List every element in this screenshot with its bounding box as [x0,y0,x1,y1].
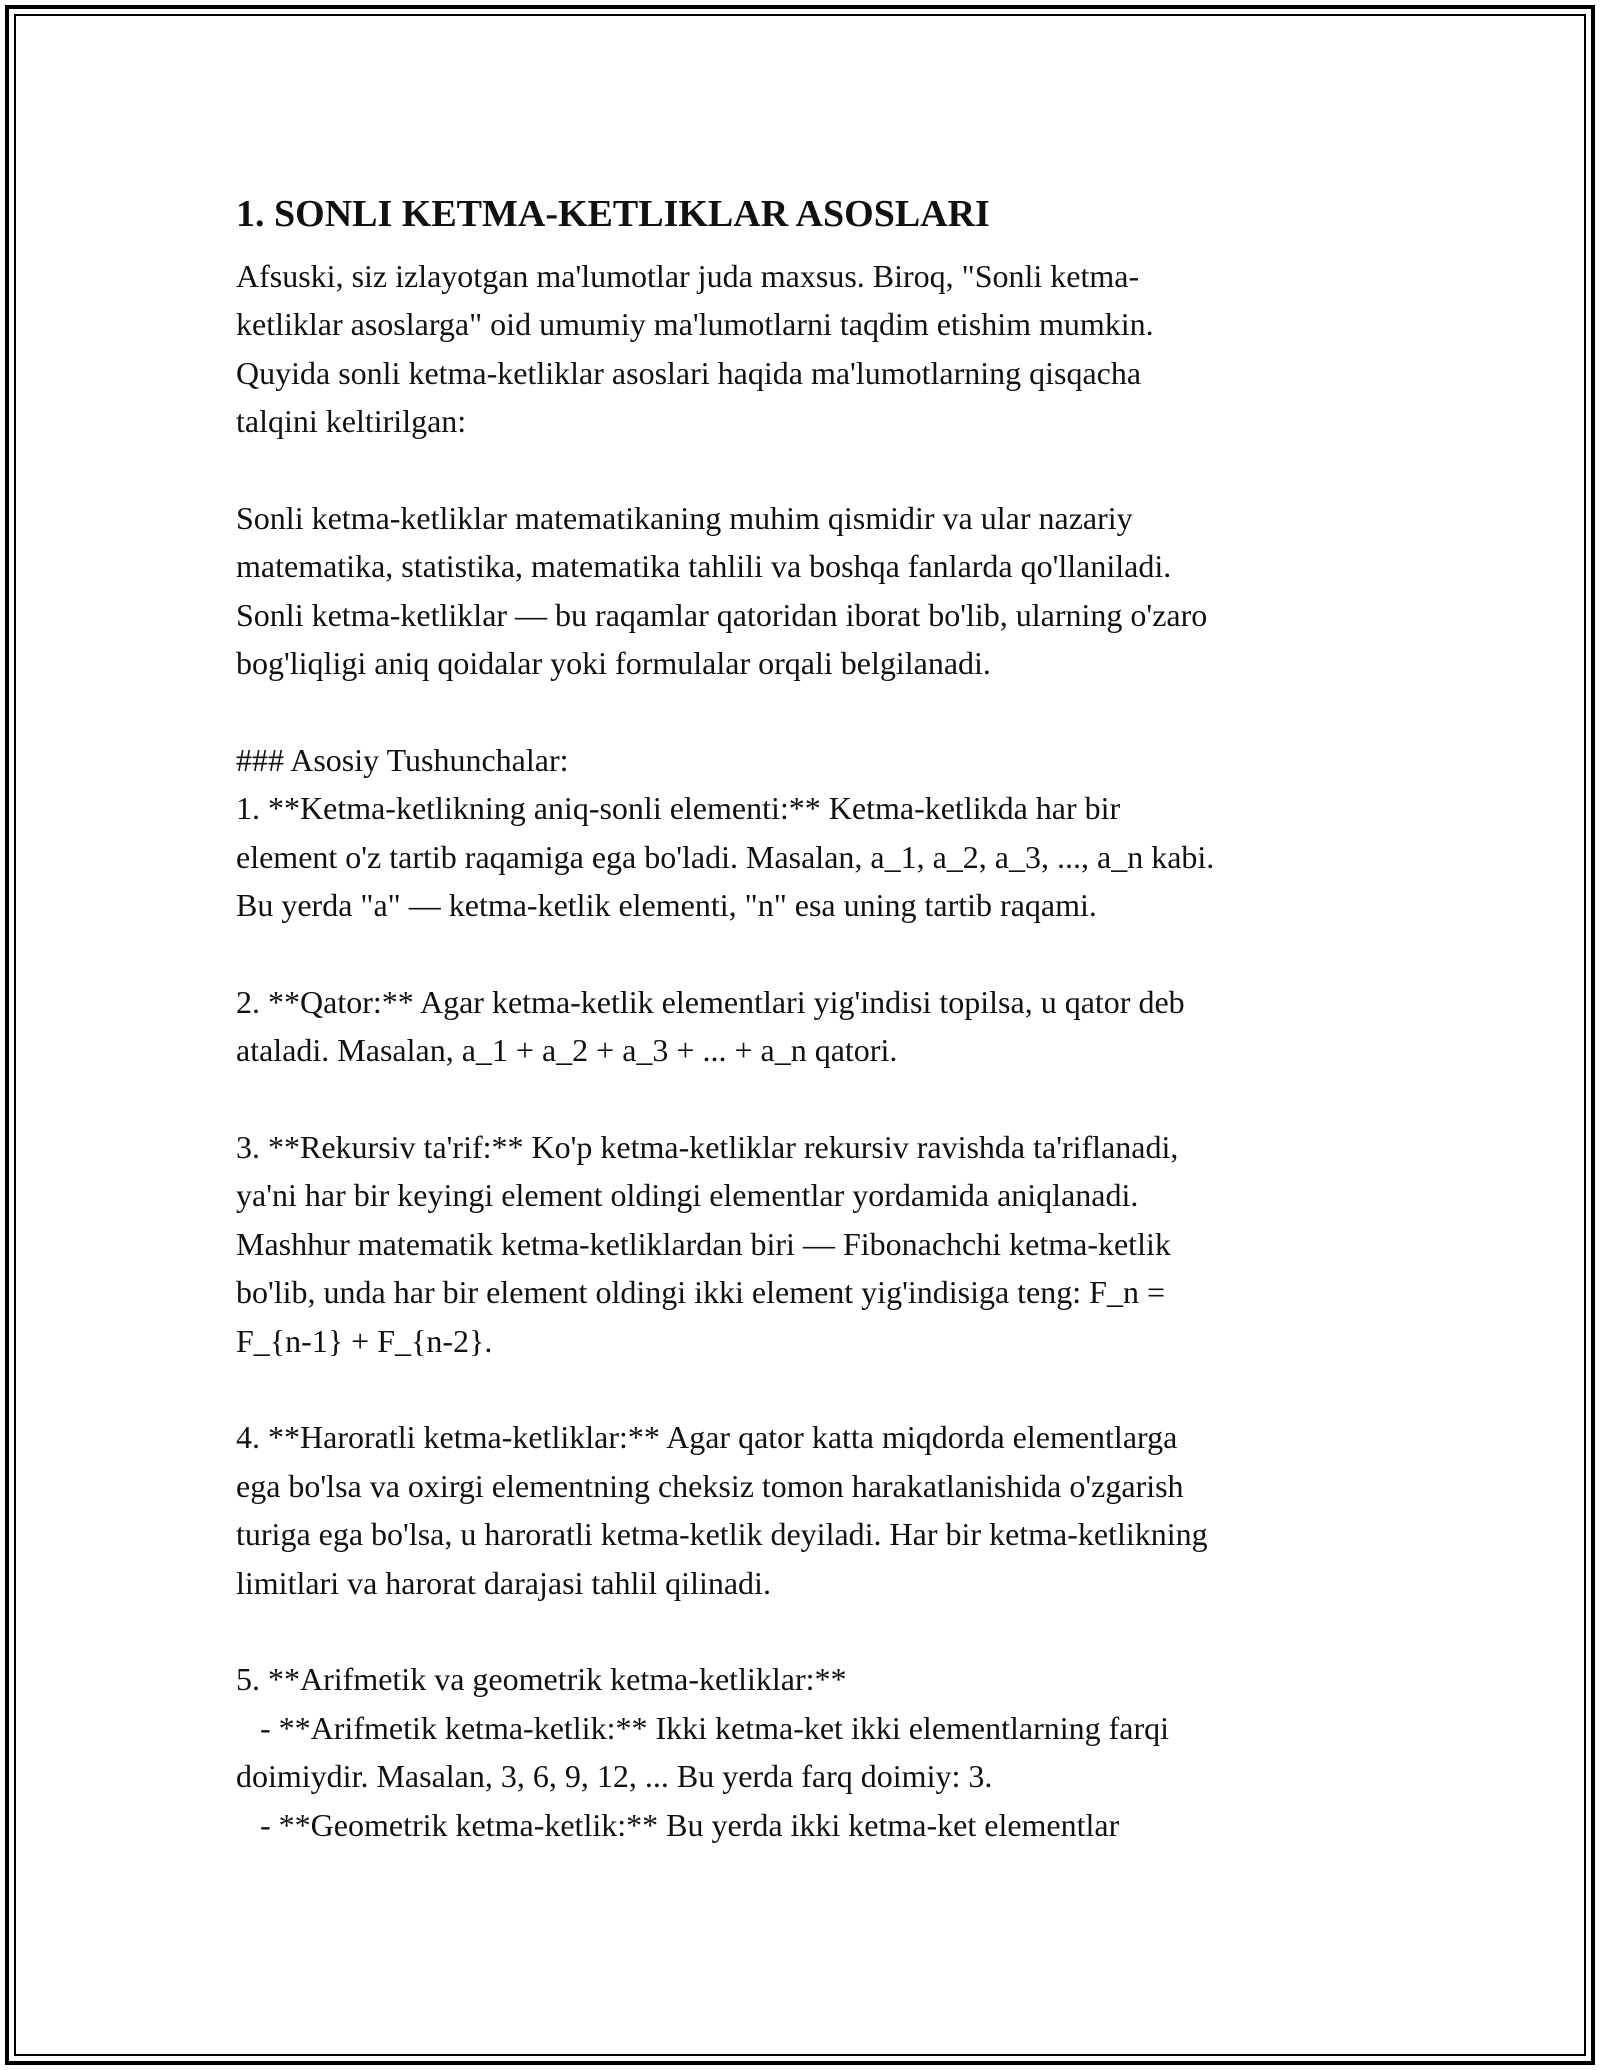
text-line: Afsuski, siz izlayotgan ma'lumotlar juda maxsus. Biroq, "Sonli ketma- [236,258,1140,294]
blank-line [236,1607,1376,1655]
text-line: - **Arifmetik ketma-ketlik:** Ikki ketma-ket ikki elementlarning farqi [236,1709,1170,1746]
body-text [236,252,1376,1849]
text-line: ya'ni har bir keyingi element oldingi elementlar yordamida aniqlanadi. [236,1177,1139,1214]
text-line: 3. **Rekursiv ta'rif:** Ko'p ketma-ketliklar rekursiv ravishda ta'riflanadi, [236,1129,1179,1166]
text-line: limitlari va harorat darajasi tahlil qilinadi. [236,1564,771,1601]
blank-line [236,1075,1376,1123]
text-line: Mashhur matematik ketma-ketliklardan biri — Fibonachchi ketma-ketlik [236,1225,1171,1262]
text-line: matematika, statistika, matematika tahlili va boshqa fanlarda qo'llaniladi. [236,548,1172,585]
text-line: 4. **Haroratli ketma-ketliklar:** Agar qator katta miqdorda elementlarga [236,1419,1178,1456]
page-title: 1. SONLI KETMA-KETLIKLAR ASOSLARI [236,193,990,235]
text-line: bog'liqligi aniq qoidalar yoki formulalar orqali belgilanadi. [236,645,991,682]
text-line: element o'z tartib raqamiga ega bo'ladi. Masalan, a_1, a_2, a_3, ..., a_n kabi. [236,838,1215,875]
text-line: Bu yerda "a" — ketma-ketlik elementi, "n" esa uning tartib raqami. [236,887,1097,924]
text-line: ### Asosiy Tushunchalar: [236,741,569,778]
text-line: Sonli ketma-ketliklar matematikaning muhim qismidir va ular nazariy [236,499,1133,536]
text-line: ataladi. Masalan, a_1 + a_2 + a_3 + ... + a_n qatori. [236,1032,898,1069]
blank-line [236,688,1376,736]
text-line: turiga ega bo'lsa, u haroratli ketma-ketlik deyiladi. Har bir ketma-ketlikning [236,1516,1208,1553]
text-line: Quyida sonli ketma-ketliklar asoslari haqida ma'lumotlarning qisqacha [236,354,1142,391]
text-line: ketliklar asoslarga" oid umumiy ma'lumotlarni taqdim etishim mumkin. [236,306,1154,343]
blank-line [236,929,1376,977]
text-line: Sonli ketma-ketliklar — bu raqamlar qatoridan iborat bo'lib, ularning o'zaro [236,596,1208,633]
text-line: doimiydir. Masalan, 3, 6, 9, 12, ... Bu yerda farq doimiy: 3. [236,1758,993,1795]
text-line: 1. **Ketma-ketlikning aniq-sonli elementi:** Ketma-ketlikda har bir [236,790,1121,827]
text-line: F_{n-1} + F_{n-2}. [236,1322,493,1359]
text-line: ega bo'lsa va oxirgi elementning cheksiz tomon harakatlanishida o'zgarish [236,1467,1184,1504]
text-line: 5. **Arifmetik va geometrik ketma-ketliklar:** [236,1661,847,1698]
document-content [236,186,1376,1849]
text-line: 2. **Qator:** Agar ketma-ketlik elementlari yig'indisi topilsa, u qator deb [236,983,1185,1020]
text-line: bo'lib, unda har bir element oldingi ikki element yig'indisiga teng: F_n = [236,1274,1165,1311]
blank-line [236,446,1376,494]
text-line: - **Geometrik ketma-ketlik:** Bu yerda ikki ketma-ket elementlar [236,1806,1120,1843]
blank-line [236,1365,1376,1413]
text-line: talqini keltirilgan: [236,403,467,440]
